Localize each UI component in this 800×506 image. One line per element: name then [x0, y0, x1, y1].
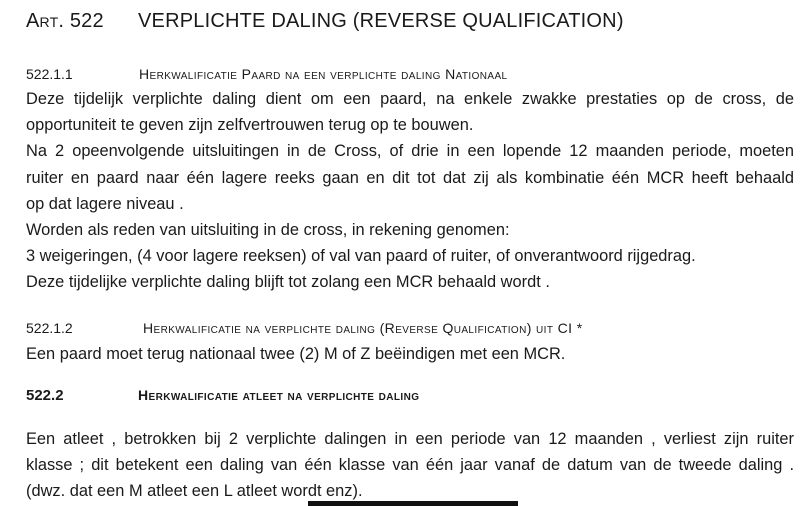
section-title: Herkwalificatie na verplichte daling (Reverse Qualification) uit CI *	[143, 320, 583, 336]
body-line: Een paard moet terug nationaal twee (2) M of Z beëindigen met een MCR.	[26, 345, 566, 363]
body-line: 3 weigeringen, (4 voor lagere reeksen) of val van paard of ruiter, of onverantwoord rijgedrag.	[26, 247, 696, 266]
section-number: 522.1.1	[26, 66, 73, 82]
body-line: op dat lagere niveau .	[26, 194, 184, 213]
section-title: Herkwalificatie Paard na een verplichte daling Nationaal	[139, 66, 508, 82]
section-number: 522.2	[26, 387, 64, 404]
bottom-scroll-edge	[308, 501, 518, 506]
body-line: klasse ; dit betekent een daling van één klasse van één jaar vanaf de datum van de tweede daling .	[26, 456, 794, 475]
article-number: Art. 522	[26, 10, 104, 32]
body-line: Na 2 opeenvolgende uitsluitingen in de Cross, of drie in een lopende 12 maanden periode, moeten	[26, 142, 794, 161]
body-line: Deze tijdelijke verplichte daling blijft tot zolang een MCR behaald wordt .	[26, 273, 550, 292]
body-line: Worden als reden van uitsluiting in de cross, in rekening genomen:	[26, 221, 510, 240]
section-heading-522-1-1	[26, 66, 508, 82]
body-line: ruiter en paard naar één lagere reeks gaan en dit tot dat zij als kombinatie één MCR heeft behaald	[26, 168, 794, 187]
body-line: opportuniteit te geven zijn zelfvertrouwen terug op te bouwen.	[26, 116, 474, 135]
section-title: Herkwalificatie atleet na verplichte daling	[138, 387, 420, 403]
section-number: 522.1.2	[26, 320, 73, 336]
article-heading	[26, 10, 624, 33]
section-heading-522-1-2	[26, 320, 583, 336]
body-line: (dwz. dat een M atleet een L atleet wordt enz).	[26, 482, 363, 501]
section-body-522-1-2	[26, 341, 794, 367]
section-heading-522-2	[26, 387, 420, 404]
section-body-522-1-1	[26, 86, 794, 296]
article-title: VERPLICHTE DALING (REVERSE QUALIFICATION)	[138, 10, 624, 32]
section-body-522-2	[26, 426, 794, 505]
body-line: Deze tijdelijk verplichte daling dient om een paard, na enkele zwakke prestaties op de cross, de	[26, 90, 794, 108]
body-line: Een atleet , betrokken bij 2 verplichte dalingen in een periode van 12 maanden , verliest zijn ruiter	[26, 430, 794, 448]
